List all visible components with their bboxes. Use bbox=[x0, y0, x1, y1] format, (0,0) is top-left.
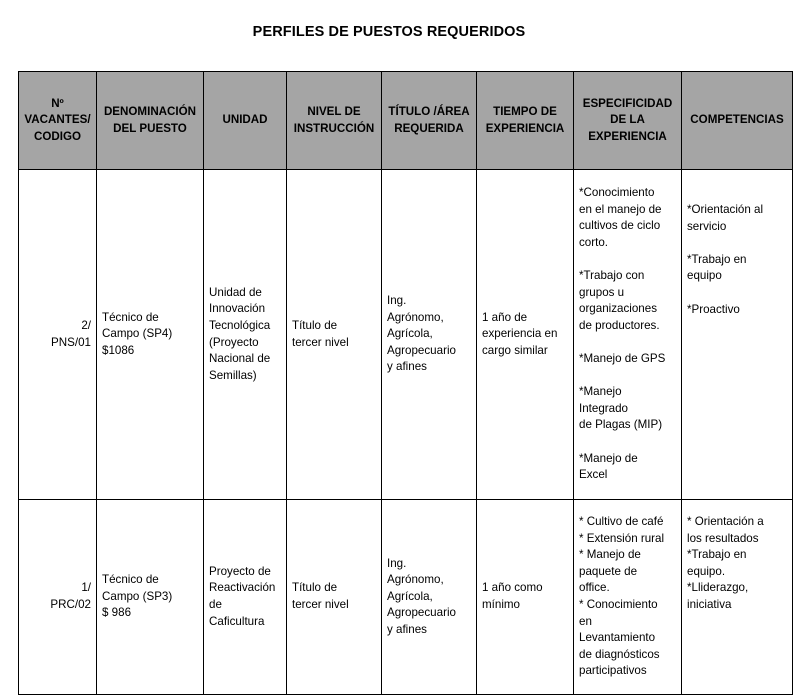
header-competencias: COMPETENCIAS bbox=[682, 72, 793, 170]
cell-puesto: Técnico de Campo (SP4) $1086 bbox=[97, 170, 204, 500]
cell-puesto: Técnico de Campo (SP3) $ 986 bbox=[97, 500, 204, 695]
cell-tiempo: 1 año como mínimo bbox=[477, 500, 574, 695]
header-nivel-instruccion: NIVEL DE INSTRUCCIÓN bbox=[287, 72, 382, 170]
page-title: PERFILES DE PUESTOS REQUERIDOS bbox=[252, 24, 526, 40]
cell-unidad: Proyecto de Reactivación de Caficultura bbox=[204, 500, 287, 695]
header-titulo-area: TÍTULO /ÁREA REQUERIDA bbox=[382, 72, 477, 170]
table-header-row bbox=[19, 72, 793, 170]
header-especificidad: ESPECIFICIDAD DE LA EXPERIENCIA bbox=[574, 72, 682, 170]
header-tiempo-experiencia: TIEMPO DE EXPERIENCIA bbox=[477, 72, 574, 170]
header-denominacion: DENOMINACIÓN DEL PUESTO bbox=[97, 72, 204, 170]
cell-competencias: * Orientación a los resultados *Trabajo en equipo. *Lliderazgo, iniciativa bbox=[682, 500, 793, 695]
cell-especificidad: *Conocimiento en el manejo de cultivos de ciclo corto. *Trabajo con grupos u organizaciones de productores. *Manejo de GPS *Manejo Integrado de Plagas (MIP) *Manejo de Excel bbox=[574, 170, 682, 500]
cell-titulo: Ing. Agrónomo, Agrícola, Agropecuario y afines bbox=[382, 170, 477, 500]
cell-titulo: Ing. Agrónomo, Agrícola, Agropecuario y afines bbox=[382, 500, 477, 695]
header-vacantes-codigo: Nº VACANTES/ CODIGO bbox=[19, 72, 97, 170]
header-unidad: UNIDAD bbox=[204, 72, 287, 170]
table-row bbox=[19, 170, 793, 500]
cell-nivel: Título de tercer nivel bbox=[287, 500, 382, 695]
cell-especificidad: * Cultivo de café * Extensión rural * Manejo de paquete de office. * Conocimiento en Levantamiento de diagnósticos participativos bbox=[574, 500, 682, 695]
cell-tiempo: 1 año de experiencia en cargo similar bbox=[477, 170, 574, 500]
table-row bbox=[19, 500, 793, 695]
cell-competencias: *Orientación al servicio *Trabajo en equipo *Proactivo bbox=[682, 170, 793, 500]
cell-nivel: Título de tercer nivel bbox=[287, 170, 382, 500]
cell-unidad: Unidad de Innovación Tecnológica (Proyecto Nacional de Semillas) bbox=[204, 170, 287, 500]
cell-codigo: 2/ PNS/01 bbox=[19, 170, 97, 500]
cell-codigo: 1/ PRC/02 bbox=[19, 500, 97, 695]
job-profiles-table bbox=[18, 71, 793, 695]
